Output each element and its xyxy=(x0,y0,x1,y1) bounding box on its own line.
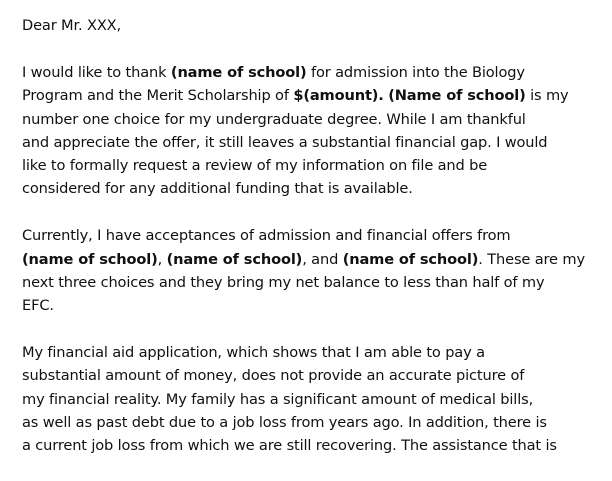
text-run: like to formally request a review of my information on file and be xyxy=(22,157,488,175)
text-run: . These are my xyxy=(478,250,585,268)
text-line xyxy=(22,271,608,294)
text-line xyxy=(22,154,608,177)
text-line xyxy=(22,131,608,154)
text-line xyxy=(22,294,608,317)
placeholder-field: (name of school) xyxy=(170,64,307,82)
text-run: is my xyxy=(525,87,569,105)
text-run: EFC. xyxy=(22,297,54,315)
text-run: and appreciate the offer, it still leaves a substantial financial gap. I would xyxy=(22,133,548,151)
text-line xyxy=(22,388,608,411)
text-run: next three choices and they bring my net balance to less than half of my xyxy=(22,273,545,291)
text-line xyxy=(22,177,608,200)
text-line xyxy=(22,411,608,434)
text-line xyxy=(22,224,608,247)
text-run: Program and the Merit Scholarship of xyxy=(22,87,294,105)
salutation xyxy=(22,14,608,37)
text-run: number one choice for my undergraduate degree. While I am thankful xyxy=(22,110,526,128)
text-line xyxy=(22,108,608,131)
text-run: for admission into the Biology xyxy=(306,64,525,82)
text-run: my financial reality. My family has a significant amount of medical bills, xyxy=(22,390,534,408)
placeholder-field: (name of school) xyxy=(22,250,158,268)
placeholder-field: $(amount). xyxy=(293,87,384,105)
text-line xyxy=(22,364,608,387)
text-run: , xyxy=(157,250,167,268)
text-line xyxy=(22,341,608,364)
text-line xyxy=(22,248,608,271)
placeholder-field: (name of school) xyxy=(342,250,479,268)
text-run: considered for any additional funding that is available. xyxy=(22,180,413,198)
text-run: substantial amount of money, does not provide an accurate picture of xyxy=(22,367,525,385)
text-run: I would like to thank xyxy=(22,64,171,82)
text-run: Currently, I have acceptances of admission and financial offers from xyxy=(22,227,511,245)
text-line xyxy=(22,84,608,107)
text-run: a current job loss from which we are still recovering. The assistance that is xyxy=(22,437,557,455)
placeholder-field: (Name of school) xyxy=(388,87,526,105)
letter-document xyxy=(22,14,608,481)
text-run: My financial aid application, which shows that I am able to pay a xyxy=(22,344,485,362)
paragraph xyxy=(22,61,608,200)
letter-body xyxy=(22,61,608,457)
paragraph xyxy=(22,224,608,317)
paragraph xyxy=(22,341,608,457)
text-run: , and xyxy=(302,250,343,268)
placeholder-field: (name of school) xyxy=(166,250,303,268)
text-line xyxy=(22,434,608,457)
text-run: as well as past debt due to a job loss from years ago. In addition, there is xyxy=(22,413,547,431)
text-line xyxy=(22,61,608,84)
salutation-text: Dear Mr. XXX, xyxy=(22,17,122,34)
